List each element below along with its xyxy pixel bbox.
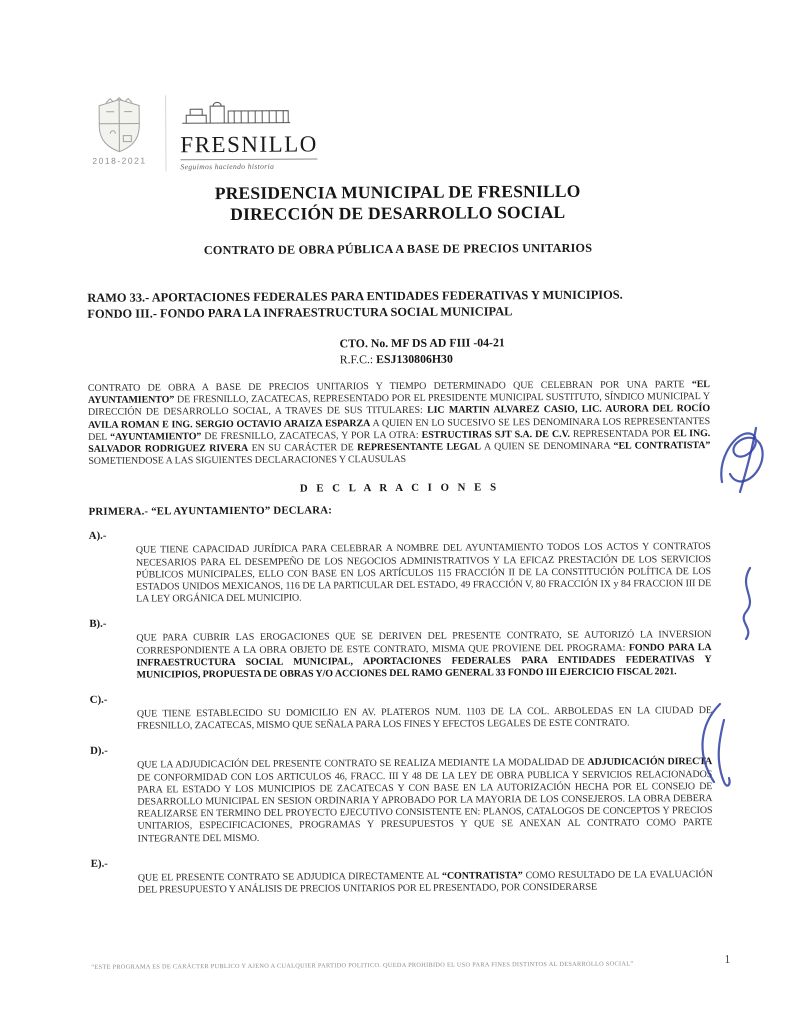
title-line-1: PRESIDENCIA MUNICIPAL DE FRESNILLO xyxy=(214,180,581,204)
clause-label-c: C).- xyxy=(89,693,108,706)
declaration-item-c xyxy=(90,690,712,733)
fresnillo-tagline: Seguimos haciendo historia xyxy=(180,161,275,172)
crest-years: 2018-2021 xyxy=(92,155,147,166)
declaration-item-a xyxy=(89,526,711,606)
clause-label-d: D).- xyxy=(90,745,108,758)
fresnillo-buildings-icon xyxy=(180,97,292,126)
ramo-line-1: RAMO 33.- APORTACIONES FEDERALES PARA ENTIDADES FEDERATIVAS Y MUNICIPIOS. xyxy=(87,287,623,305)
declaration-list xyxy=(89,526,713,897)
page-title xyxy=(87,180,709,226)
clause-label-b: B).- xyxy=(89,618,107,631)
declaration-item-e xyxy=(91,854,713,897)
primera-heading: PRIMERA.- “EL AYUNTAMIENTO” DECLARA: xyxy=(88,504,333,519)
intro-paragraph: CONTRATO DE OBRA A BASE DE PRECIOS UNITARIOS Y TIEMPO DETERMINADO QUE CELEBRAN POR UNA PARTE “EL AYUNTAMIENTO” DE FRESNILLO, ZACATECAS, REPRESENTADO POR EL PRESIDENTE MUNICIPAL SUSTITUTO, SÍNDICO MUNICIPAL Y DIRECCIÓN DE DESARROLLO SOCIAL, A TRAVES DE SUS TITULARES: LIC MARTIN ALVAREZ CASIO, LIC. AURORA DEL ROCÍO AVILA ROMAN E ING. SERGIO OCTAVIO ARAIZA ESPARZA A QUIEN EN LO SUCESIVO SE LES DENOMINARA LOS REPRESENTANTES DEL “AYUNTAMIENTO” DE FRESNILLO, ZACATECAS, Y POR LA OTRA: ESTRUCTIRAS SJT S.A. DE C.V. REPRESENTADA POR EL ING. SALVADOR RODRIGUEZ RIVERA EN SU CARÁCTER DE REPRESENTANTE LEGAL A QUIEN SE DENOMINARA “EL CONTRATISTA” SOMETIENDOSE A LAS SIGUIENTES DECLARACIONES Y CLAUSULAS xyxy=(87,379,711,468)
page-footer xyxy=(91,952,730,971)
clause-label-a: A).- xyxy=(88,530,107,543)
clause-text-b: QUE PARA CUBRIR LAS EROGACIONES QUE SE DERIVEN DEL PRESENTE CONTRATO, SE AUTORIZÓ LA INVERSION CORRESPONDIENTE A LA OBRA OBJETO DE ESTE CONTRATO, MISMA QUE PROVIENE DEL PROGRAMA: FONDO PARA LA INFRAESTRUCTURA SOCIAL MUNICIPAL, APORTACIONES FEDERALES PARA ENTIDADES FEDERATIVAS Y MUNICIPIOS, PROPUESTA DE OBRAS Y/O ACCIONES DEL RAMO GENERAL 33 FONDO III EJERCICIO FISCAL 2021. xyxy=(136,629,712,681)
footer-disclaimer: “ESTE PROGRAMA ES DE CARÁCTER PUBLICO Y AJENO A CUALQUIER PARTIDO POLITICO. QUEDA PROHIBIDO EL USO PARA FINES DISTINTOS AL DESARROLLO SOCIAL” xyxy=(91,960,634,971)
crest-shield-icon xyxy=(96,96,142,154)
contract-reference xyxy=(340,334,710,367)
document-subtitle: CONTRATO DE OBRA PÚBLICA A BASE DE PRECIOS UNITARIOS xyxy=(203,240,593,257)
clause-text-e: QUE EL PRESENTE CONTRATO SE ADJUDICA DIRECTAMENTE AL “CONTRATISTA” COMO RESULTADO DE LA EVALUACIÓN DEL PRESUPUESTO Y ANÁLISIS DE PRECIOS UNITARIOS POR EL PRESENTADO, POR CONSIDERARSE xyxy=(137,868,713,896)
clause-text-a: QUE TIENE CAPACIDAD JURÍDICA PARA CELEBRAR A NOMBRE DEL AYUNTAMIENTO TODOS LOS ACTOS Y CONTRATOS NECESARIOS PARA EL DESEMPEÑO DE LOS NEGOCIOS ADMINISTRATIVOS Y LA EFICAZ PRESTACIÓN DE LOS SERVICIOS PÚBLICOS MUNICIPALES, ELLO CON BASE EN LOS ARTÍCULOS 115 FRACCIÓN II DE LA CONSTITUCIÓN POLÍTICA DE LOS ESTADOS UNIDOS MEXICANOS, 116 DE LA PARTICULAR DEL ESTADO, 49 FRACCIÓN V, 80 FRACCIÓN IX y 84 FRACCION III DE LA LEY ORGÁNICA DEL MUNICIPIO. xyxy=(135,541,712,605)
clause-text-d: QUE LA ADJUDICACIÓN DEL PRESENTE CONTRATO SE REALIZA MEDIANTE LA MODALIDAD DE ADJUDICACIÓN DIRECTA DE CONFORMIDAD CON LOS ARTICULOS 46, FRACC. III Y 48 DE LA LEY DE OBRA PUBLICA Y SERVICIOS RELACIONADOS PARA EL ESTADO Y LOS MUNICIPIOS DE ZACATECAS Y CON BASE EN LA AUTORIZACIÓN HECHA POR EL CONSEJO DE DESARROLLO MUNICIPAL EN SESION ORDINARIA Y APROBADO POR LA MAYORIA DE LOS CONSEJEROS. LA OBRA DEBERA REALIZARSE EN TERMINO DEL PROYECTO EJECUTIVO CONSISTENTE EN: PLANOS, CATALOGOS DE CONCEPTOS Y PRECIOS UNITARIOS, ESPECIFICACIONES, PROGRAMAS Y PRESUPUESTOS Y QUE SE ANEXAN AL CONTRATO COMO PARTE INTEGRANTE DEL MISMO. xyxy=(137,756,713,845)
clause-text-c: QUE TIENE ESTABLECIDO SU DOMICILIO EN AV. PLATEROS NUM. 1103 DE LA COL. ARBOLEDAS EN LA CIUDAD DE FRESNILLO, ZACATECAS, MISMO QUE SEÑALA PARA LOS FINES Y EFECTOS LEGALES DE ESTE CONTRATO. xyxy=(136,705,712,732)
contract-rfc: R.F.C.: ESJ130806H30 xyxy=(339,351,453,367)
municipal-crest-logo xyxy=(86,95,152,165)
fresnillo-logo-text: FRESNILLO xyxy=(180,132,318,160)
declarations-heading: D E C L A R A C I O N E S xyxy=(299,481,500,495)
logo-row xyxy=(86,0,709,172)
declaration-item-b xyxy=(89,614,711,682)
contract-number: CTO. No. MF DS AD FIII -04-21 xyxy=(339,335,505,351)
ramo-line-2: FONDO III.- FONDO PARA LA INFRAESTRUCTURA SOCIAL MUNICIPAL xyxy=(87,303,513,321)
clause-label-e: E).- xyxy=(90,857,108,870)
fresnillo-logo xyxy=(165,94,318,171)
page-number: 1 xyxy=(724,951,731,966)
ramo-heading xyxy=(87,287,709,323)
declaration-item-d xyxy=(90,742,713,846)
title-line-2: DIRECCIÓN DE DESARROLLO SOCIAL xyxy=(230,202,566,225)
